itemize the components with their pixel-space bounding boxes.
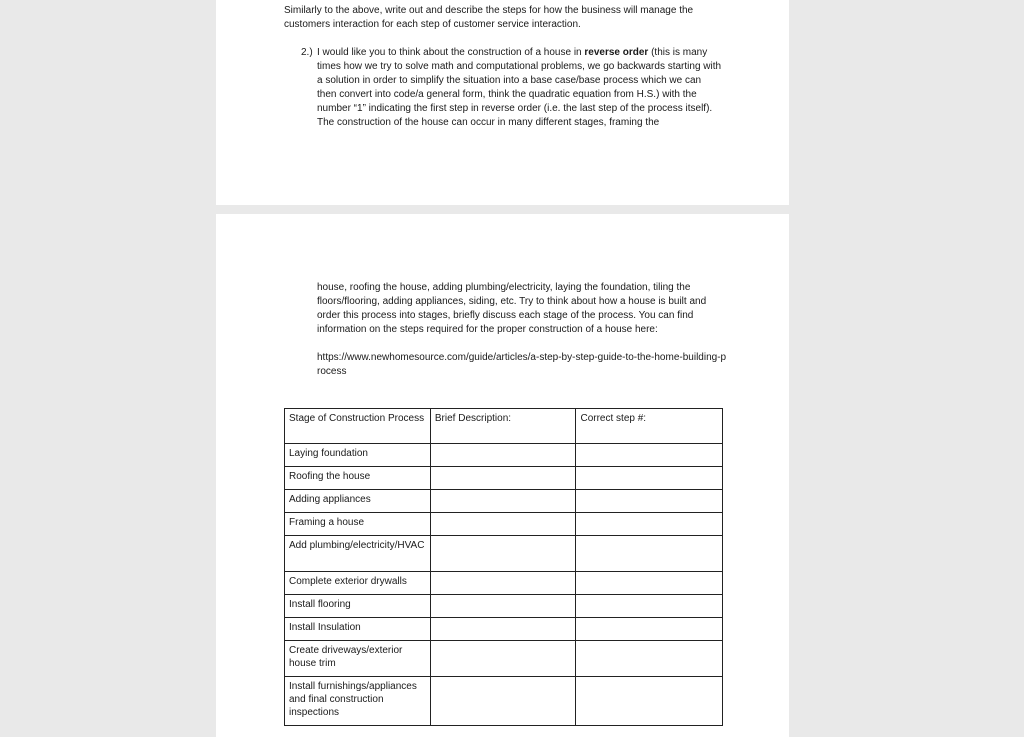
step-number-cell[interactable]	[576, 444, 723, 467]
table-header-row	[285, 409, 723, 444]
step-number-cell[interactable]	[576, 490, 723, 513]
description-cell[interactable]	[430, 513, 576, 536]
description-cell[interactable]	[430, 467, 576, 490]
description-cell[interactable]	[430, 618, 576, 641]
description-cell[interactable]	[430, 641, 576, 677]
header-step-number: Correct step #:	[576, 409, 723, 444]
stage-cell: Adding appliances	[285, 490, 431, 513]
table-row	[285, 490, 723, 513]
description-cell[interactable]	[430, 572, 576, 595]
stage-cell: Install flooring	[285, 595, 431, 618]
list-item-number: 2.)	[301, 47, 313, 58]
header-description: Brief Description:	[430, 409, 576, 444]
table-row	[285, 572, 723, 595]
construction-stages-table	[284, 408, 723, 726]
stage-cell: Add plumbing/electricity/HVAC	[285, 536, 431, 572]
document-page-1	[216, 0, 789, 205]
table-row	[285, 677, 723, 726]
step-number-cell[interactable]	[576, 595, 723, 618]
step-number-cell[interactable]	[576, 618, 723, 641]
table-row	[285, 444, 723, 467]
reference-url[interactable]: https://www.newhomesource.com/guide/articles/a-step-by-step-guide-to-the-home-building-process	[317, 352, 727, 377]
step-number-cell[interactable]	[576, 467, 723, 490]
step-number-cell[interactable]	[576, 513, 723, 536]
header-stage: Stage of Construction Process	[285, 409, 431, 444]
stage-cell: Framing a house	[285, 513, 431, 536]
reverse-order-emphasis: reverse order	[584, 47, 649, 58]
table-row	[285, 618, 723, 641]
intro-paragraph: Similarly to the above, write out and describe the steps for how the business will manage the customers interaction for each step of customer service interaction.	[284, 5, 694, 30]
stage-cell: Install Insulation	[285, 618, 431, 641]
stage-cell: Roofing the house	[285, 467, 431, 490]
stage-cell: Create driveways/exterior house trim	[285, 641, 431, 677]
question-text-before: I would like you to think about the construction of a house in	[317, 47, 585, 58]
table-row	[285, 513, 723, 536]
stage-cell: Laying foundation	[285, 444, 431, 467]
table-row	[285, 536, 723, 572]
description-cell[interactable]	[430, 490, 576, 513]
step-number-cell[interactable]	[576, 677, 723, 726]
description-cell[interactable]	[430, 677, 576, 726]
question-2-paragraph	[317, 46, 722, 130]
table-row	[285, 641, 723, 677]
description-cell[interactable]	[430, 536, 576, 572]
description-cell[interactable]	[430, 444, 576, 467]
stage-cell: Complete exterior drywalls	[285, 572, 431, 595]
step-number-cell[interactable]	[576, 536, 723, 572]
description-cell[interactable]	[430, 595, 576, 618]
table-row	[285, 467, 723, 490]
step-number-cell[interactable]	[576, 641, 723, 677]
document-page-2	[216, 214, 789, 737]
table-row	[285, 595, 723, 618]
continuation-paragraph: house, roofing the house, adding plumbing/electricity, laying the foundation, tiling the floors/flooring, adding appliances, siding, etc. Try to think about how a house is built and order this process into stages, briefly discuss each stage of the process. You can find information on the steps required for the proper construction of a house here:	[317, 282, 707, 335]
step-number-cell[interactable]	[576, 572, 723, 595]
question-text-after: (this is many times how we try to solve math and computational problems, we go backwards starting with a solution in order to simplify the situation into a base case/base process which we can then convert into code/a general form, think the quadratic equation from H.S.) with the number “1” indicating the first step in reverse order (i.e. the last step of the process itself). The construction of the house can occur in many different stages, framing the	[317, 47, 722, 128]
stage-cell: Install furnishings/appliances and final construction inspections	[285, 677, 431, 726]
